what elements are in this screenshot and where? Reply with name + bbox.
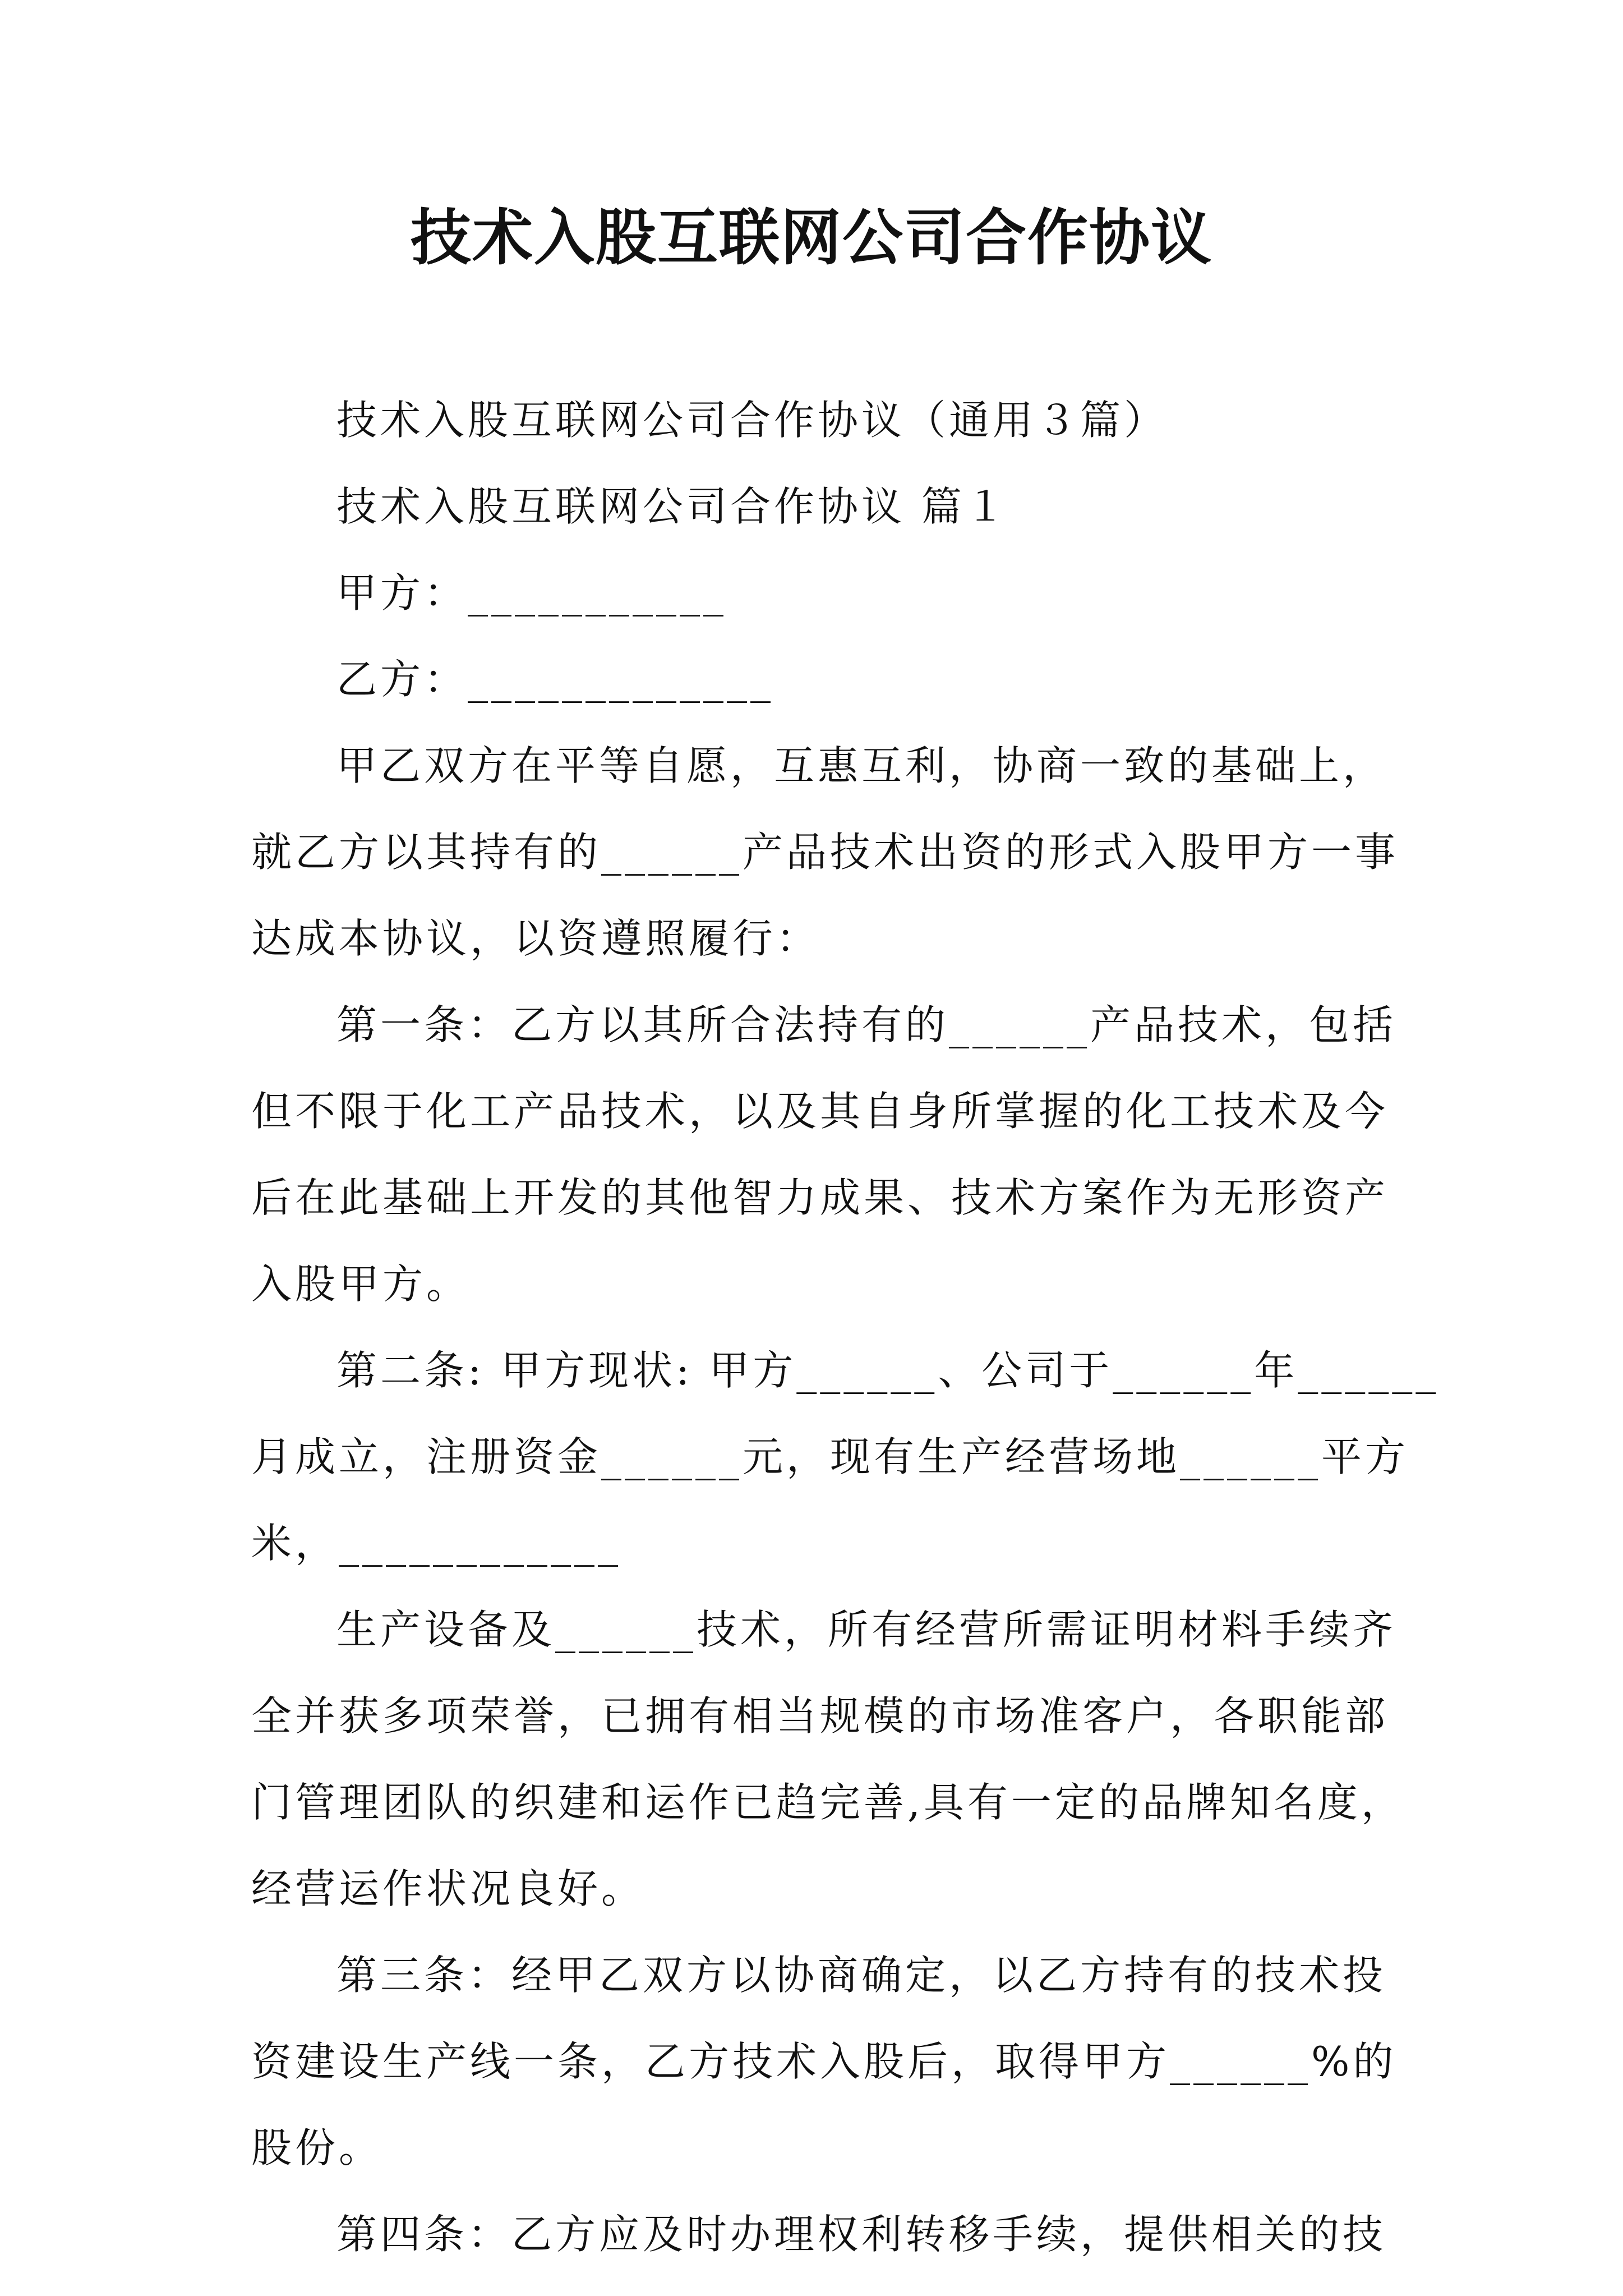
paragraph-line: 门管理团队的织建和运作已趋完善,具有一定的品牌知名度， [251, 1779, 1405, 1826]
paragraph-line: 入股甲方。 [251, 1260, 471, 1308]
document-title: 技术入股互联网公司合作协议 [410, 203, 1212, 273]
paragraph-line: 达成本协议，以资遵照履行： [251, 915, 820, 962]
paragraph-line: 甲乙双方在平等自愿，互惠互利，协商一致的基础上， [336, 742, 1387, 789]
article-3-line: 第三条：经甲乙双方以协商确定，以乙方持有的技术投 [336, 1952, 1387, 1999]
paragraph-line: 生产设备及______技术，所有经营所需证明材料手续齐 [336, 1606, 1397, 1653]
document-body [251, 377, 1440, 2277]
article-2-line: 第二条: 甲方现状: 甲方______、公司于______年______ [336, 1347, 1440, 1394]
paragraph-line: 米，____________ [251, 1520, 622, 1567]
paragraph-line: 技术入股互联网公司合作协议（通用３篇） [336, 397, 1168, 444]
article-1-line: 第一条：乙方以其所合法持有的______产品技术，包括 [336, 1001, 1397, 1048]
paragraph-line: 月成立，注册资金______元，现有生产经营场地______平方 [251, 1433, 1409, 1480]
paragraph-line: 技术入股互联网公司合作协议 篇１ [336, 483, 1009, 530]
paragraph-line: 就乙方以其持有的______产品技术出资的形式入股甲方一事 [251, 829, 1399, 876]
party-b-line: 乙方：_____________ [336, 656, 774, 703]
article-4-line: 第四条：乙方应及时办理权利转移手续，提供相关的技 [336, 2211, 1387, 2258]
paragraph-line: 后在此基础上开发的其他智力成果、技术方案作为无形资产 [251, 1174, 1389, 1221]
paragraph-line: 股份。 [251, 2124, 383, 2171]
paragraph-line: 经营运作状况良好。 [251, 1865, 645, 1912]
paragraph-line: 全并获多项荣誉，已拥有相当规模的市场准客户，各职能部 [251, 1692, 1389, 1740]
party-a-line: 甲方：___________ [336, 569, 727, 616]
paragraph-line: 但不限于化工产品技术，以及其自身所掌握的化工技术及今 [251, 1088, 1389, 1135]
paragraph-line: 资建设生产线一条，乙方技术入股后，取得甲方______%的 [251, 2038, 1397, 2085]
